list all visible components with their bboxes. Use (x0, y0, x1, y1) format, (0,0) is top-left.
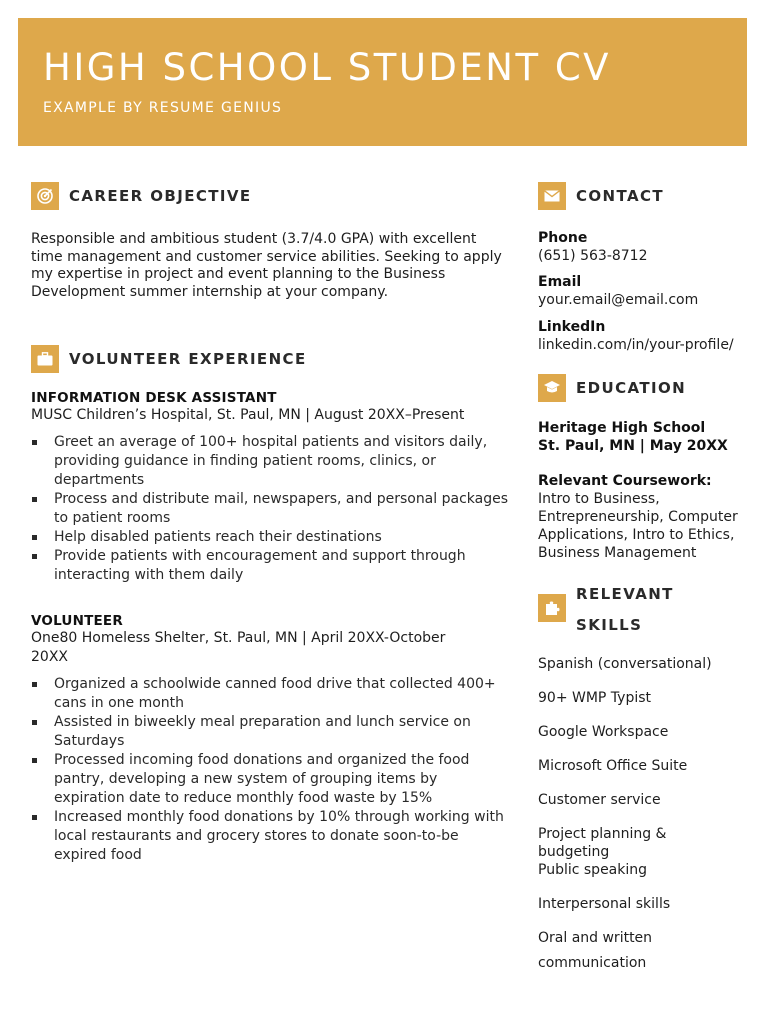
target-icon (31, 182, 59, 210)
bullet-item: Increased monthly food donations by 10% through working with local restaurants and grocery stores to donate soon-to-be expired food (31, 808, 511, 865)
job-entry (31, 390, 511, 585)
job-meta: MUSC Children’s Hospital, St. Paul, MN | August 20XX–Present (31, 406, 465, 423)
education-heading (538, 374, 753, 402)
email-label: Email (538, 274, 582, 290)
phone-value: (651) 563-8712 (538, 248, 648, 264)
skill-item: communication (538, 955, 647, 971)
volunteer-experience-title: VOLUNTEER EXPERIENCE (69, 349, 307, 368)
skill-item: Customer service (538, 792, 661, 808)
contact-linkedin (538, 318, 753, 354)
briefcase-icon (31, 345, 59, 373)
bullet-item: Help disabled patients reach their destinations (31, 528, 511, 547)
bullet-item: Greet an average of 100+ hospital patients and visitors daily, providing guidance in finding patient rooms, clinics, or departments (31, 433, 511, 490)
bullet-item: Assisted in biweekly meal preparation and lunch service on Saturdays (31, 713, 511, 751)
bullet-item: Provide patients with encouragement and support through interacting with them daily (31, 547, 511, 585)
resume-title: HIGH SCHOOL STUDENT CV (43, 46, 611, 89)
career-objective-heading (31, 182, 511, 210)
skill-item: Microsoft Office Suite (538, 758, 688, 774)
skills-title-line1: RELEVANT (576, 585, 674, 603)
education-title: EDUCATION (576, 379, 687, 397)
skills-title-line2: SKILLS (576, 616, 643, 634)
volunteer-experience-heading (31, 345, 511, 373)
job-meta: One80 Homeless Shelter, St. Paul, MN | April 20XX-October 20XX (31, 629, 446, 665)
education-entry (538, 419, 753, 455)
skill-item: Spanish (conversational) (538, 656, 712, 672)
career-objective-title: CAREER OBJECTIVE (69, 187, 252, 205)
skill-item: Interpersonal skills (538, 896, 671, 912)
skill-item: Oral and written (538, 930, 653, 946)
job-title: INFORMATION DESK ASSISTANT (31, 389, 277, 406)
job-bullets (31, 675, 511, 865)
bullet-item: Organized a schoolwide canned food drive that collected 400+ cans in one month (31, 675, 511, 713)
career-objective-text: Responsible and ambitious student (3.7/4.0 GPA) with excellent time management and customer service abilities. Seeking to apply my expertise in project and event planning to the Business Development summer internship at your company. (31, 231, 502, 301)
linkedin-label: LinkedIn (538, 319, 606, 335)
skills-heading (538, 586, 753, 641)
contact-email (538, 273, 753, 309)
linkedin-value: linkedin.com/in/your-profile/ (538, 337, 734, 353)
skill-item: Google Workspace (538, 724, 669, 740)
puzzle-icon (538, 594, 566, 622)
job-entry (31, 613, 511, 865)
job-bullets (31, 433, 511, 585)
coursework-list: Intro to Business, Entrepreneurship, Computer Applications, Intro to Ethics, Business Management (538, 491, 738, 561)
bullet-item: Processed incoming food donations and organized the food pantry, developing a new system of grouping items by expiration date to reduce monthly food waste by 15% (31, 751, 511, 808)
graduation-cap-icon (538, 374, 566, 402)
email-value: your.email@email.com (538, 292, 699, 308)
main-column (31, 180, 511, 865)
contact-phone (538, 229, 753, 265)
phone-label: Phone (538, 230, 588, 246)
skill-item: Public speaking (538, 862, 648, 878)
contact-title: CONTACT (576, 187, 665, 205)
skills-list (538, 655, 753, 972)
envelope-icon (538, 182, 566, 210)
skill-item: Project planning & budgeting (538, 826, 667, 860)
bullet-item: Process and distribute mail, newspapers, and personal packages to patient rooms (31, 490, 511, 528)
resume-header (18, 18, 747, 146)
job-title: VOLUNTEER (31, 612, 123, 629)
coursework (538, 472, 753, 562)
skill-item: 90+ WMP Typist (538, 690, 652, 706)
resume-subtitle: EXAMPLE BY RESUME GENIUS (43, 100, 283, 116)
school-location-date: St. Paul, MN | May 20XX (538, 438, 728, 454)
contact-heading (538, 182, 753, 210)
school-name: Heritage High School (538, 420, 706, 436)
sidebar-column (538, 180, 753, 972)
coursework-label: Relevant Coursework: (538, 473, 712, 489)
skills-title (576, 579, 674, 641)
